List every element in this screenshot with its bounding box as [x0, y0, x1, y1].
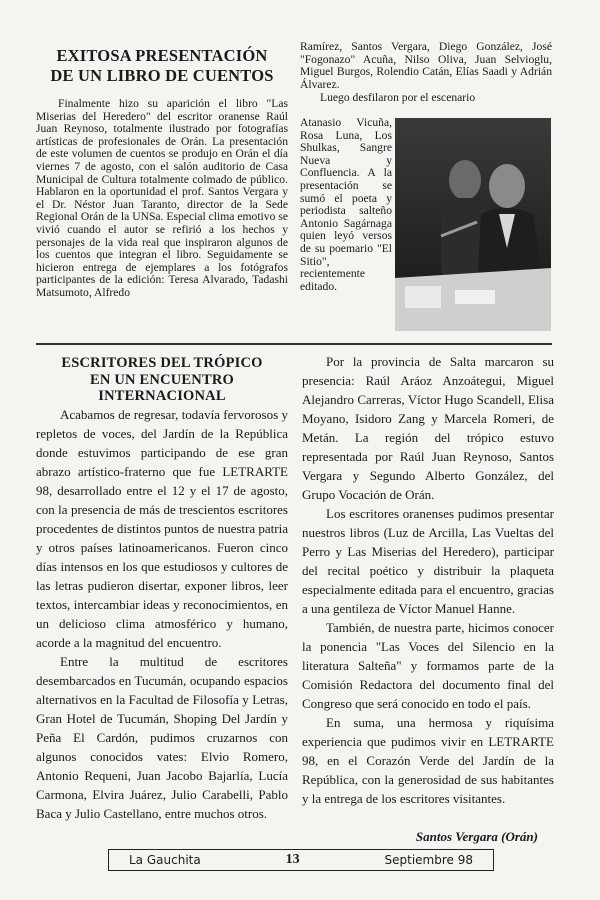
article2-body-left: Acabamos de regresar, todavía fervorosos y repletos de voces, del Jardín de la República donde estuvimos participando de ese gran abrazo artístico-fraterno que fue LETRARTE 98, desarrollado entre el 12 y el 17 de agosto, con la presencia de más de trescientos escritores procedentes de distintos puntos de nuestra patria y otros países latinoamericanos. Fueron cinco días intensos en los que estudiosos y cultores de las letras pudieron disertar, exponer libros, leer textos, intercambiar ideas y reconocimientos, en un delicioso clima atmosférico y humano, acorde a la magnitud del encuentro. Entre la multitud de escritores desembarcados en Tucumán, ocupando espacios alternativos en la Facultad de Filosofía y Letras, Gran Hotel de Tucumán, Shoping Del Jardín y Peña El Cardón, pudimos cruzarnos con algunos conocidos vates: Elvio Romero, Antonio Requeni, Juan Jacobo Bajarlía, Lucía Carmona, Elvira Juárez, Julio Carabelli, Pablo Baca y Julio Castellano, entre muchos otros. — [36, 407, 288, 821]
article2-body-right: Por la provincia de Salta marcaron su presencia: Raúl Aráoz Anzoátegui, Miguel Alejandro Carreras, Víctor Hugo Scandell, Elisa Moyano, Isidoro Zang y Marcela Romeri, de Metán. La región del trópico estuvo representada por Raúl Juan Reynoso, Santos Vergara y Segundo Alberto González, del Grupo Vocación de Orán. Los escritores oranenses pudimos presentar nuestros libros (Luz de Arcilla, Las Vueltas del Perro y Las Miserias del Heredero), participar del recital poético y distribuir la plaqueta especialmente editada para el encuentro, gracias a una gentileza de Víctor Manuel Hanne. También, de nuestra parte, hicimos conocer la ponencia "Las Voces del Silencio en la literatura Salteña" y formamos parte de la Comisión Redactora del documento final del Congreso que será conocido en todo el país. En suma, una hermosa y riquísima experiencia que pudimos vivir en LETRARTE 98, en el Corazón Verde del Jardín de la República, con la generosidad de sus habitantes y la entrega de los escritores visitantes. — [302, 354, 554, 806]
article1-body-left: Finalmente hizo su aparición el libro "Las Miserias del Heredero" del escritor oranense Raúl Juan Reynoso, totalmente ilustrado por fotografías artísticas de profesionales de Orán. La presentación de este volumen de cuentos se produjo en Orán el día viernes 7 de agosto, con el salón auditorio de Casa Municipal de Cultura totalmente colmado de público. Hablaron en la oportunidad el prof. Santos Vergara y el Dr. Néstor Juan Taranto, director de la Sede Regional Orán de la UNSa. Especial clima emotivo se vivió cuando el autor se refirió a los hechos y personajes de la vida real que inspiraron algunos de los cuentos que integran el libro. Seguidamente se hicieron entrega de ejemplares a los fotógrafos participantes de la edición: Teresa Alvarado, Tadashi Matsumoto, Alfredo — [36, 97, 288, 299]
section-divider — [36, 343, 552, 345]
article2-signature: Santos Vergara (Orán) — [415, 829, 538, 844]
article1-lead-line: Luego desfilaron por el escenario — [320, 91, 476, 104]
photo-illustration — [395, 118, 551, 331]
article1-wrap-text: Atanasio Vicuña, Rosa Luna, Los Shulkas, Sangre Nueva y Confluencia. A la presentación se sumó el poeta y periodista salteño Antonio Sagárnaga quien leyó versos de su poemario "El Sitio", recientemente editado. — [300, 116, 392, 293]
page-number: 13 — [285, 852, 300, 867]
issue-date: Septiembre 98 — [384, 853, 473, 867]
article1-body-right: Ramírez, Santos Vergara, Diego González, José "Fogonazo" Acuña, Nilso Oliva, Juan Selvioglu, Miguel Burgos, Rolendio Catán, Elías Saadi y Adrián Álvarez. — [300, 40, 552, 91]
presentation-photo — [395, 118, 551, 331]
article2-title: ESCRITORES DEL TRÓPICO EN UN ENCUENTRO INTERNACIONAL — [61, 355, 263, 404]
article1-title: EXITOSA PRESENTACIÓN DE UN LIBRO DE CUENTOS — [50, 46, 274, 85]
page-footer — [108, 849, 494, 871]
publication-name: La Gauchita — [129, 853, 201, 867]
